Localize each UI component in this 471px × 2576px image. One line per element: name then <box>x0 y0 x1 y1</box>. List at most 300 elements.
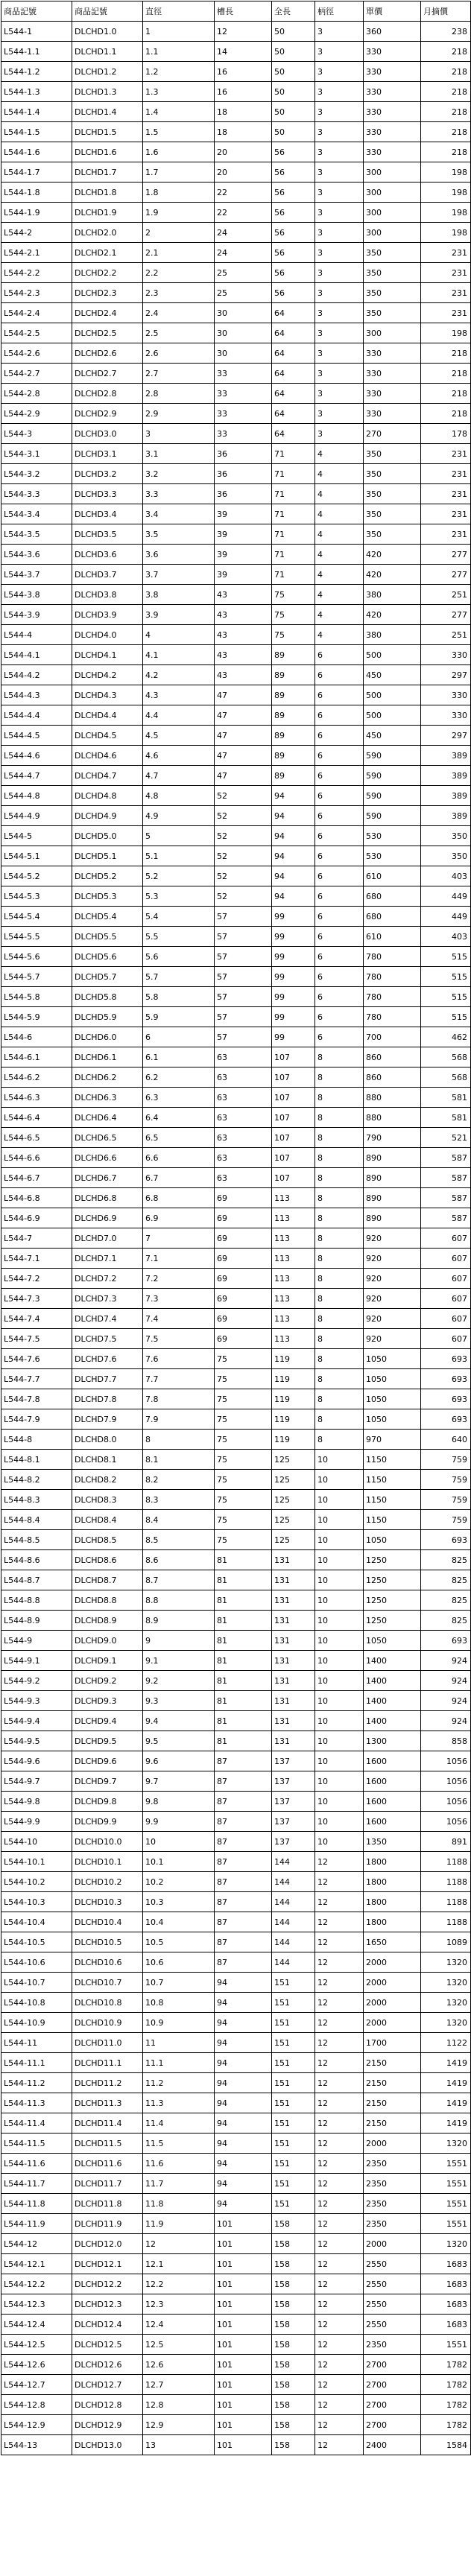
cell-overall-length: 75 <box>272 585 315 605</box>
cell-diameter: 6.9 <box>143 1208 215 1228</box>
cell-shank-diameter: 4 <box>315 605 364 625</box>
cell-flute-length: 16 <box>215 62 272 82</box>
cell-overall-length: 75 <box>272 605 315 625</box>
table-row <box>1 1691 471 1711</box>
table-row <box>1 2093 471 2113</box>
cell-flute-length: 16 <box>215 82 272 102</box>
cell-monthly-price: 231 <box>421 524 471 545</box>
cell-unit-price: 1700 <box>364 2033 421 2053</box>
cell-overall-length: 113 <box>272 1249 315 1269</box>
cell-item-code: L544-2.5 <box>1 323 72 343</box>
cell-diameter: 3.5 <box>143 524 215 545</box>
cell-item-code: L544-9 <box>1 1631 72 1651</box>
cell-model-code: DLCHD7.1 <box>72 1249 143 1269</box>
cell-item-code: L544-3.3 <box>1 484 72 504</box>
cell-flute-length: 43 <box>215 625 272 645</box>
cell-model-code: DLCHD5.1 <box>72 846 143 866</box>
cell-model-code: DLCHD12.4 <box>72 2315 143 2335</box>
cell-item-code: L544-5.6 <box>1 947 72 967</box>
cell-model-code: DLCHD12.3 <box>72 2294 143 2315</box>
cell-overall-length: 151 <box>272 1973 315 1993</box>
cell-unit-price: 300 <box>364 323 421 343</box>
cell-item-code: L544-12.6 <box>1 2355 72 2375</box>
cell-monthly-price: 389 <box>421 746 471 766</box>
cell-diameter: 4 <box>143 625 215 645</box>
cell-flute-length: 30 <box>215 343 272 364</box>
cell-overall-length: 89 <box>272 705 315 726</box>
table-row <box>1 1611 471 1631</box>
cell-monthly-price: 330 <box>421 685 471 705</box>
table-row <box>1 967 471 987</box>
cell-flute-length: 47 <box>215 685 272 705</box>
cell-unit-price: 1150 <box>364 1450 421 1470</box>
cell-unit-price: 1350 <box>364 1832 421 1852</box>
table-row <box>1 2254 471 2274</box>
cell-item-code: L544-1.9 <box>1 203 72 223</box>
cell-shank-diameter: 10 <box>315 1812 364 1832</box>
cell-item-code: L544-9.2 <box>1 1671 72 1691</box>
cell-shank-diameter: 6 <box>315 766 364 786</box>
cell-monthly-price: 231 <box>421 303 471 323</box>
cell-diameter: 11.5 <box>143 2134 215 2154</box>
cell-flute-length: 87 <box>215 1952 272 1973</box>
cell-unit-price: 780 <box>364 987 421 1007</box>
cell-overall-length: 99 <box>272 947 315 967</box>
cell-flute-length: 33 <box>215 404 272 424</box>
cell-overall-length: 119 <box>272 1409 315 1430</box>
cell-monthly-price: 277 <box>421 545 471 565</box>
cell-monthly-price: 759 <box>421 1450 471 1470</box>
cell-model-code: DLCHD5.5 <box>72 927 143 947</box>
cell-item-code: L544-1.4 <box>1 102 72 122</box>
cell-flute-length: 57 <box>215 987 272 1007</box>
cell-unit-price: 920 <box>364 1228 421 1249</box>
cell-diameter: 9 <box>143 1631 215 1651</box>
cell-unit-price: 300 <box>364 183 421 203</box>
cell-overall-length: 71 <box>272 524 315 545</box>
cell-unit-price: 420 <box>364 565 421 585</box>
table-row <box>1 645 471 665</box>
cell-unit-price: 330 <box>364 142 421 162</box>
cell-flute-length: 101 <box>215 2415 272 2435</box>
cell-item-code: L544-5.3 <box>1 886 72 907</box>
cell-shank-diameter: 4 <box>315 444 364 464</box>
cell-item-code: L544-10.8 <box>1 1993 72 2013</box>
cell-model-code: DLCHD11.7 <box>72 2174 143 2194</box>
cell-flute-length: 101 <box>215 2294 272 2315</box>
cell-shank-diameter: 3 <box>315 62 364 82</box>
cell-model-code: DLCHD8.9 <box>72 1611 143 1631</box>
cell-unit-price: 380 <box>364 585 421 605</box>
cell-monthly-price: 218 <box>421 42 471 62</box>
cell-flute-length: 101 <box>215 2395 272 2415</box>
cell-shank-diameter: 12 <box>315 2355 364 2375</box>
cell-shank-diameter: 10 <box>315 1832 364 1852</box>
cell-monthly-price: 759 <box>421 1490 471 1510</box>
table-row <box>1 82 471 102</box>
cell-shank-diameter: 8 <box>315 1389 364 1409</box>
cell-model-code: DLCHD1.2 <box>72 62 143 82</box>
cell-shank-diameter: 12 <box>315 2315 364 2335</box>
cell-monthly-price: 924 <box>421 1711 471 1731</box>
cell-model-code: DLCHD2.4 <box>72 303 143 323</box>
table-row <box>1 1590 471 1611</box>
cell-model-code: DLCHD1.7 <box>72 162 143 183</box>
cell-item-code: L544-6.3 <box>1 1088 72 1108</box>
cell-shank-diameter: 3 <box>315 183 364 203</box>
cell-item-code: L544-5.7 <box>1 967 72 987</box>
cell-overall-length: 71 <box>272 484 315 504</box>
cell-item-code: L544-9.6 <box>1 1751 72 1771</box>
table-row <box>1 2274 471 2294</box>
cell-item-code: L544-11 <box>1 2033 72 2053</box>
table-row <box>1 746 471 766</box>
cell-item-code: L544-8.6 <box>1 1550 72 1570</box>
table-row <box>1 1389 471 1409</box>
cell-flute-length: 75 <box>215 1510 272 1530</box>
cell-shank-diameter: 12 <box>315 2234 364 2254</box>
cell-item-code: L544-1.3 <box>1 82 72 102</box>
cell-shank-diameter: 12 <box>315 2093 364 2113</box>
cell-diameter: 12.8 <box>143 2395 215 2415</box>
cell-diameter: 10 <box>143 1832 215 1852</box>
cell-flute-length: 87 <box>215 1792 272 1812</box>
cell-unit-price: 1250 <box>364 1550 421 1570</box>
cell-overall-length: 94 <box>272 826 315 846</box>
cell-overall-length: 89 <box>272 685 315 705</box>
cell-diameter: 4.8 <box>143 786 215 806</box>
cell-item-code: L544-8.5 <box>1 1530 72 1550</box>
cell-diameter: 8.7 <box>143 1570 215 1590</box>
cell-item-code: L544-2 <box>1 223 72 243</box>
cell-shank-diameter: 12 <box>315 2134 364 2154</box>
cell-shank-diameter: 12 <box>315 2435 364 2455</box>
cell-diameter: 12.5 <box>143 2335 215 2355</box>
cell-diameter: 8.2 <box>143 1470 215 1490</box>
table-row <box>1 1208 471 1228</box>
cell-flute-length: 52 <box>215 866 272 886</box>
cell-flute-length: 81 <box>215 1550 272 1570</box>
table-row <box>1 2294 471 2315</box>
cell-overall-length: 158 <box>272 2234 315 2254</box>
cell-model-code: DLCHD11.3 <box>72 2093 143 2113</box>
table-row <box>1 424 471 444</box>
cell-unit-price: 2350 <box>364 2335 421 2355</box>
cell-model-code: DLCHD4.4 <box>72 705 143 726</box>
cell-shank-diameter: 12 <box>315 2254 364 2274</box>
cell-unit-price: 880 <box>364 1108 421 1128</box>
cell-monthly-price: 231 <box>421 283 471 303</box>
cell-unit-price: 500 <box>364 685 421 705</box>
cell-shank-diameter: 6 <box>315 726 364 746</box>
cell-shank-diameter: 6 <box>315 907 364 927</box>
cell-overall-length: 89 <box>272 665 315 685</box>
cell-item-code: L544-7 <box>1 1228 72 1249</box>
cell-shank-diameter: 8 <box>315 1088 364 1108</box>
cell-unit-price: 890 <box>364 1188 421 1208</box>
cell-model-code: DLCHD1.5 <box>72 122 143 142</box>
cell-item-code: L544-7.8 <box>1 1389 72 1409</box>
cell-overall-length: 107 <box>272 1128 315 1148</box>
table-row <box>1 1168 471 1188</box>
cell-item-code: L544-10.1 <box>1 1852 72 1872</box>
cell-flute-length: 63 <box>215 1088 272 1108</box>
cell-diameter: 2.1 <box>143 243 215 263</box>
cell-flute-length: 87 <box>215 1852 272 1872</box>
cell-item-code: L544-4 <box>1 625 72 645</box>
cell-diameter: 6.8 <box>143 1188 215 1208</box>
cell-shank-diameter: 12 <box>315 2395 364 2415</box>
cell-unit-price: 2550 <box>364 2254 421 2274</box>
cell-monthly-price: 568 <box>421 1067 471 1088</box>
cell-item-code: L544-2.7 <box>1 364 72 384</box>
cell-flute-length: 57 <box>215 1007 272 1027</box>
cell-unit-price: 1600 <box>364 1792 421 1812</box>
cell-monthly-price: 251 <box>421 625 471 645</box>
cell-model-code: DLCHD6.7 <box>72 1168 143 1188</box>
cell-item-code: L544-7.7 <box>1 1369 72 1389</box>
table-row <box>1 685 471 705</box>
cell-diameter: 4.2 <box>143 665 215 685</box>
cell-flute-length: 94 <box>215 2093 272 2113</box>
cell-item-code: L544-3.4 <box>1 504 72 524</box>
cell-diameter: 2.6 <box>143 343 215 364</box>
cell-monthly-price: 693 <box>421 1349 471 1369</box>
cell-flute-length: 57 <box>215 947 272 967</box>
table-row <box>1 1510 471 1530</box>
cell-unit-price: 450 <box>364 726 421 746</box>
cell-model-code: DLCHD13.0 <box>72 2435 143 2455</box>
cell-shank-diameter: 10 <box>315 1731 364 1751</box>
cell-diameter: 9.8 <box>143 1792 215 1812</box>
cell-unit-price: 420 <box>364 605 421 625</box>
cell-monthly-price: 251 <box>421 585 471 605</box>
cell-model-code: DLCHD10.6 <box>72 1952 143 1973</box>
cell-monthly-price: 1320 <box>421 2134 471 2154</box>
cell-unit-price: 920 <box>364 1289 421 1309</box>
table-row <box>1 1228 471 1249</box>
cell-monthly-price: 350 <box>421 826 471 846</box>
cell-flute-length: 75 <box>215 1349 272 1369</box>
cell-flute-length: 25 <box>215 263 272 283</box>
cell-monthly-price: 587 <box>421 1188 471 1208</box>
cell-overall-length: 158 <box>272 2214 315 2234</box>
table-row <box>1 1751 471 1771</box>
cell-shank-diameter: 12 <box>315 1932 364 1952</box>
cell-monthly-price: 1320 <box>421 1993 471 2013</box>
cell-item-code: L544-3.1 <box>1 444 72 464</box>
table-row <box>1 323 471 343</box>
cell-monthly-price: 640 <box>421 1430 471 1450</box>
cell-unit-price: 860 <box>364 1047 421 1067</box>
cell-flute-length: 81 <box>215 1691 272 1711</box>
cell-item-code: L544-12.4 <box>1 2315 72 2335</box>
cell-diameter: 1.1 <box>143 42 215 62</box>
cell-unit-price: 300 <box>364 203 421 223</box>
cell-overall-length: 56 <box>272 142 315 162</box>
cell-monthly-price: 825 <box>421 1570 471 1590</box>
cell-overall-length: 144 <box>272 1872 315 1892</box>
cell-unit-price: 530 <box>364 826 421 846</box>
table-row <box>1 846 471 866</box>
table-row <box>1 2013 471 2033</box>
cell-shank-diameter: 3 <box>315 243 364 263</box>
cell-flute-length: 57 <box>215 967 272 987</box>
table-row <box>1 545 471 565</box>
cell-flute-length: 81 <box>215 1631 272 1651</box>
cell-flute-length: 18 <box>215 122 272 142</box>
cell-model-code: DLCHD10.7 <box>72 1973 143 1993</box>
cell-item-code: L544-10.9 <box>1 2013 72 2033</box>
cell-shank-diameter: 6 <box>315 746 364 766</box>
cell-overall-length: 99 <box>272 967 315 987</box>
cell-flute-length: 14 <box>215 42 272 62</box>
cell-flute-length: 30 <box>215 323 272 343</box>
cell-unit-price: 1050 <box>364 1409 421 1430</box>
cell-overall-length: 119 <box>272 1369 315 1389</box>
cell-overall-length: 144 <box>272 1912 315 1932</box>
cell-shank-diameter: 6 <box>315 846 364 866</box>
cell-overall-length: 113 <box>272 1309 315 1329</box>
cell-item-code: L544-7.2 <box>1 1269 72 1289</box>
table-row <box>1 1047 471 1067</box>
cell-monthly-price: 924 <box>421 1691 471 1711</box>
cell-monthly-price: 521 <box>421 1128 471 1148</box>
cell-shank-diameter: 8 <box>315 1249 364 1269</box>
cell-model-code: DLCHD4.1 <box>72 645 143 665</box>
cell-monthly-price: 403 <box>421 866 471 886</box>
cell-unit-price: 590 <box>364 746 421 766</box>
cell-overall-length: 113 <box>272 1269 315 1289</box>
cell-unit-price: 2700 <box>364 2355 421 2375</box>
cell-flute-length: 75 <box>215 1490 272 1510</box>
cell-overall-length: 125 <box>272 1510 315 1530</box>
cell-model-code: DLCHD1.9 <box>72 203 143 223</box>
cell-flute-length: 101 <box>215 2274 272 2294</box>
cell-unit-price: 1250 <box>364 1611 421 1631</box>
cell-flute-length: 101 <box>215 2234 272 2254</box>
cell-item-code: L544-2.1 <box>1 243 72 263</box>
cell-model-code: DLCHD7.9 <box>72 1409 143 1430</box>
cell-diameter: 10.2 <box>143 1872 215 1892</box>
cell-unit-price: 920 <box>364 1329 421 1349</box>
cell-unit-price: 780 <box>364 1007 421 1027</box>
cell-overall-length: 125 <box>272 1530 315 1550</box>
column-header-model-code: 商品記號 <box>72 1 143 22</box>
cell-model-code: DLCHD8.1 <box>72 1450 143 1470</box>
cell-flute-length: 94 <box>215 2174 272 2194</box>
column-header-shank-diameter: 柄徑 <box>315 1 364 22</box>
cell-model-code: DLCHD6.6 <box>72 1148 143 1168</box>
cell-shank-diameter: 4 <box>315 484 364 504</box>
cell-monthly-price: 389 <box>421 766 471 786</box>
cell-shank-diameter: 10 <box>315 1771 364 1792</box>
cell-diameter: 4.9 <box>143 806 215 826</box>
cell-model-code: DLCHD9.0 <box>72 1631 143 1651</box>
cell-overall-length: 137 <box>272 1751 315 1771</box>
cell-diameter: 1.7 <box>143 162 215 183</box>
cell-unit-price: 450 <box>364 665 421 685</box>
cell-overall-length: 144 <box>272 1932 315 1952</box>
table-row <box>1 1631 471 1651</box>
cell-overall-length: 137 <box>272 1792 315 1812</box>
cell-monthly-price: 218 <box>421 82 471 102</box>
cell-flute-length: 81 <box>215 1731 272 1751</box>
cell-unit-price: 360 <box>364 22 421 42</box>
cell-model-code: DLCHD5.2 <box>72 866 143 886</box>
cell-item-code: L544-12.9 <box>1 2415 72 2435</box>
table-row <box>1 1430 471 1450</box>
cell-monthly-price: 515 <box>421 1007 471 1027</box>
cell-shank-diameter: 3 <box>315 323 364 343</box>
table-row <box>1 987 471 1007</box>
cell-diameter: 10.3 <box>143 1892 215 1912</box>
table-row <box>1 2033 471 2053</box>
cell-diameter: 2.3 <box>143 283 215 303</box>
cell-model-code: DLCHD7.3 <box>72 1289 143 1309</box>
cell-monthly-price: 1419 <box>421 2053 471 2073</box>
cell-overall-length: 56 <box>272 243 315 263</box>
cell-item-code: L544-10.4 <box>1 1912 72 1932</box>
cell-unit-price: 2350 <box>364 2214 421 2234</box>
cell-model-code: DLCHD9.4 <box>72 1711 143 1731</box>
cell-shank-diameter: 6 <box>315 645 364 665</box>
cell-diameter: 3.6 <box>143 545 215 565</box>
cell-model-code: DLCHD3.9 <box>72 605 143 625</box>
cell-model-code: DLCHD5.9 <box>72 1007 143 1027</box>
cell-model-code: DLCHD11.6 <box>72 2154 143 2174</box>
cell-unit-price: 2550 <box>364 2315 421 2335</box>
cell-model-code: DLCHD3.8 <box>72 585 143 605</box>
cell-model-code: DLCHD9.7 <box>72 1771 143 1792</box>
cell-item-code: L544-8.7 <box>1 1570 72 1590</box>
table-row <box>1 2154 471 2174</box>
cell-monthly-price: 218 <box>421 122 471 142</box>
cell-item-code: L544-8.2 <box>1 1470 72 1490</box>
cell-unit-price: 1400 <box>364 1651 421 1671</box>
cell-shank-diameter: 10 <box>315 1691 364 1711</box>
cell-diameter: 5.2 <box>143 866 215 886</box>
cell-monthly-price: 759 <box>421 1510 471 1530</box>
cell-shank-diameter: 12 <box>315 2113 364 2134</box>
cell-unit-price: 2350 <box>364 2194 421 2214</box>
cell-shank-diameter: 10 <box>315 1611 364 1631</box>
table-row <box>1 947 471 967</box>
cell-monthly-price: 1089 <box>421 1932 471 1952</box>
table-row <box>1 866 471 886</box>
cell-unit-price: 350 <box>364 464 421 484</box>
cell-shank-diameter: 4 <box>315 585 364 605</box>
cell-model-code: DLCHD10.1 <box>72 1852 143 1872</box>
cell-unit-price: 1800 <box>364 1912 421 1932</box>
cell-unit-price: 1300 <box>364 1731 421 1751</box>
cell-model-code: DLCHD8.0 <box>72 1430 143 1450</box>
cell-unit-price: 2000 <box>364 1973 421 1993</box>
cell-unit-price: 350 <box>364 504 421 524</box>
cell-model-code: DLCHD3.0 <box>72 424 143 444</box>
cell-model-code: DLCHD7.7 <box>72 1369 143 1389</box>
cell-shank-diameter: 8 <box>315 1228 364 1249</box>
cell-item-code: L544-7.4 <box>1 1309 72 1329</box>
cell-item-code: L544-11.1 <box>1 2053 72 2073</box>
cell-flute-length: 94 <box>215 2073 272 2093</box>
table-row <box>1 1952 471 1973</box>
table-row <box>1 444 471 464</box>
cell-diameter: 8.4 <box>143 1510 215 1530</box>
cell-diameter: 3.8 <box>143 585 215 605</box>
cell-diameter: 3.9 <box>143 605 215 625</box>
cell-unit-price: 680 <box>364 886 421 907</box>
